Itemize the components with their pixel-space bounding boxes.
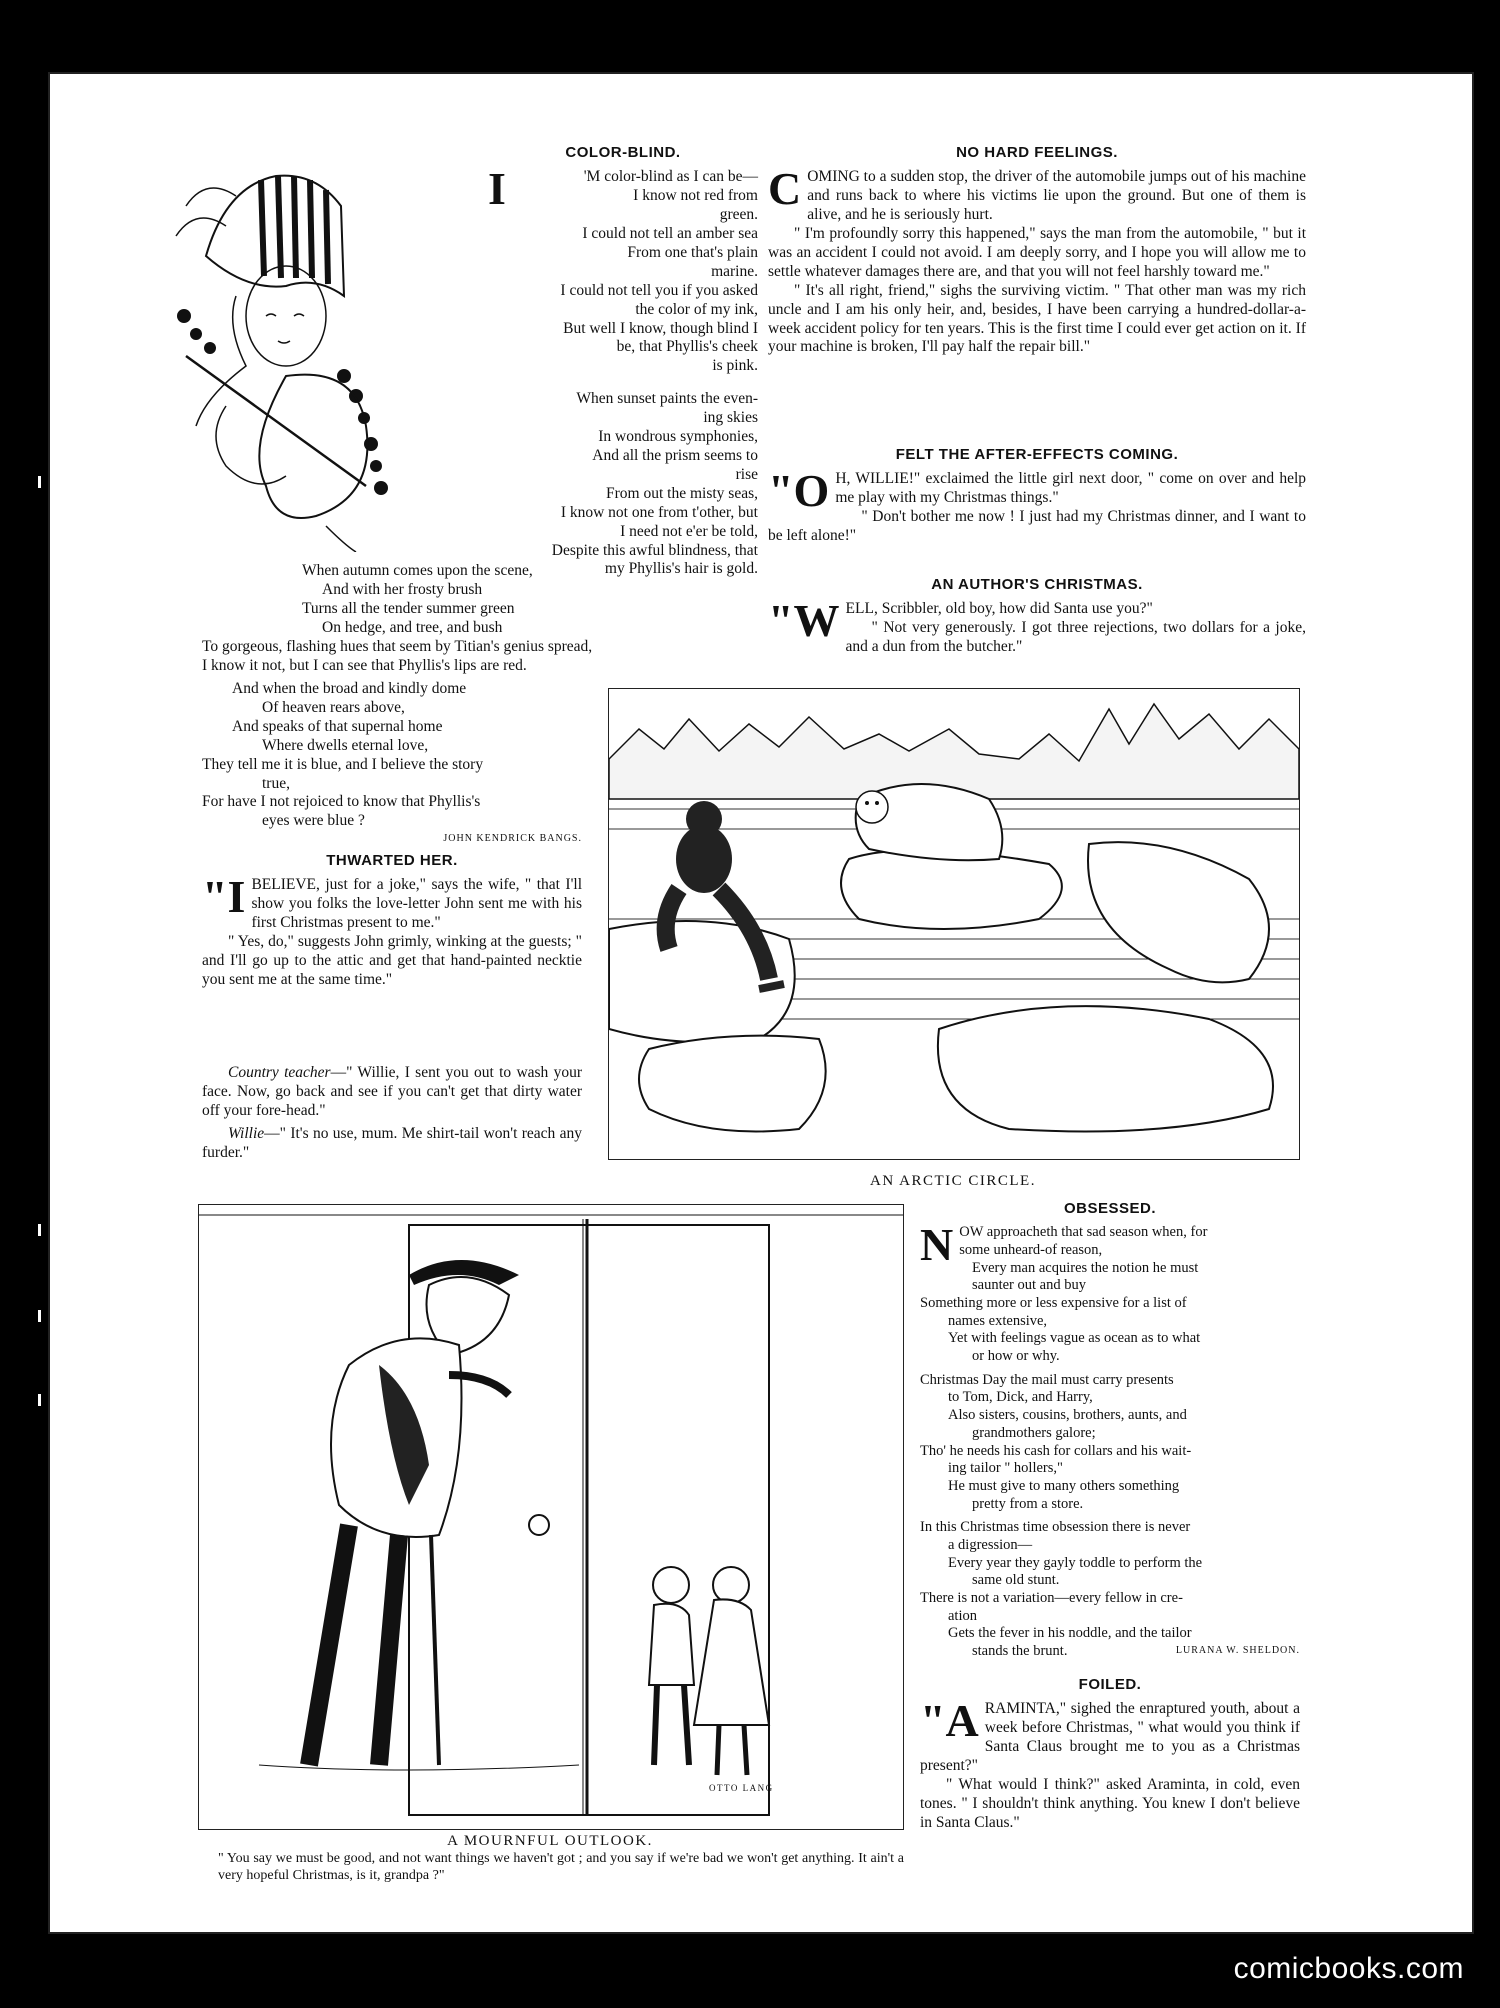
color-blind-author: JOHN KENDRICK BANGS. (443, 833, 582, 845)
color-blind-line: I need not e'er be told, (620, 522, 758, 540)
color-blind-line: 'M color-blind as I can be— (583, 168, 758, 186)
obsessed-line: pretty from a store. (972, 1495, 1084, 1512)
color-blind-stanza-3 (202, 562, 702, 675)
obsessed-line: saunter out and buy (972, 1277, 1086, 1294)
color-blind-stanza3-line: I know it not, but I can see that Phyllis's lips are red. (202, 656, 527, 674)
magazine-page (48, 72, 1474, 1934)
obsessed-line: Yet with feelings vague as ocean as to what (948, 1330, 1201, 1347)
color-blind-line: But well I know, though blind I (563, 319, 758, 337)
color-blind-line: From out the misty seas, (606, 484, 758, 502)
obsessed-line: or how or why. (972, 1348, 1060, 1365)
margin-mark (38, 1394, 41, 1406)
obsessed-line: Tho' he needs his cash for collars and his wait- (920, 1442, 1192, 1459)
country-teacher-p1: —" Willie, I sent you out to wash your face. Now, go back and see if you can't get that dirty water off your fore-head." (202, 1064, 583, 1119)
color-blind-line: rise (735, 465, 758, 483)
color-blind-line: I could not tell you if you asked (560, 281, 758, 299)
foiled-article (920, 1676, 1300, 1833)
color-blind-illustration (166, 166, 398, 552)
obsessed-author: LURANA W. SHELDON. (1175, 1644, 1300, 1656)
color-blind-line: be, that Phyllis's cheek (616, 338, 758, 356)
margin-mark (38, 1310, 41, 1322)
mournful-outlook-illustration (198, 1204, 904, 1830)
authors-christmas-p1: ELL, Scribbler, old boy, how did Santa use you?" (845, 600, 1153, 618)
mournful-outlook-caption: A MOURNFUL OUTLOOK. (447, 1833, 653, 1849)
otto-lang-signature: OTTO LANG (709, 1783, 774, 1793)
obsessed-line: In this Christmas time obsession there is never (920, 1519, 1191, 1536)
color-blind-line: is pink. (712, 357, 758, 375)
no-hard-feelings-p3: " It's all right, friend," sighs the surviving victim. " That other man was my rich uncle and I am his only heir, and, besides, I have been carrying a hundred-dollar-a-week accident policy for ten years. This is the first time I could ever get action on it. If your machine is broken, I'll pay half the repair bill." (768, 281, 1306, 356)
color-blind-stanza4-line: Of heaven rears above, (262, 698, 405, 716)
no-hard-feelings-article (768, 144, 1306, 357)
color-blind-line: I could not tell an amber sea (582, 225, 758, 243)
obsessed-line: Also sisters, cousins, brothers, aunts, and (948, 1407, 1187, 1424)
obsessed-line: ation (948, 1607, 977, 1624)
after-effects-drop-cap: "O (768, 465, 830, 517)
arctic-circle-caption: AN ARCTIC CIRCLE. (870, 1173, 1036, 1189)
color-blind-stanza3-line: When autumn comes upon the scene, (302, 562, 533, 579)
authors-christmas-title: AN AUTHOR'S CHRISTMAS. (931, 576, 1143, 593)
no-hard-feelings-drop-cap: C (768, 163, 802, 215)
color-blind-line: From one that's plain (627, 243, 758, 261)
obsessed-title: OBSESSED. (1063, 1200, 1157, 1217)
obsessed-line: Every year they gayly toddle to perform the (948, 1554, 1203, 1571)
obsessed-line: names extensive, (948, 1312, 1048, 1329)
color-blind-stanza3-line: On hedge, and tree, and bush (322, 618, 503, 636)
color-blind-stanza4-line: For have I not rejoiced to know that Phyllis's (202, 793, 481, 811)
color-blind-line: I know not one from t'other, but (560, 503, 758, 521)
color-blind-stanza4-line: They tell me it is blue, and I believe the story (202, 755, 484, 773)
color-blind-line: I know not red from (633, 187, 758, 205)
thwarted-her-p2: " Yes, do," suggests John grimly, winking at the guests; " and I'll go up to the attic and get that hand-painted necktie you sent me at the same time." (202, 933, 582, 988)
foiled-p2: " What would I think?" asked Araminta, in cold, even tones. " I shouldn't think anything. You knew I don't believe in Santa Claus." (920, 1775, 1300, 1831)
obsessed-line: grandmothers galore; (972, 1424, 1096, 1441)
obsessed-line: to Tom, Dick, and Harry, (948, 1389, 1093, 1406)
willie-speaker: Willie (228, 1124, 265, 1142)
color-blind-stanza4-line: And speaks of that supernal home (232, 717, 443, 735)
authors-christmas-drop-cap: "W (768, 595, 840, 647)
thwarted-her-p1: BELIEVE, just for a joke," says the wife, " that I'll show you folks the love-letter John sent me with his first Christmas present to me." (251, 876, 582, 932)
obsessed-line: Gets the fever in his noddle, and the tailor (948, 1625, 1192, 1642)
country-teacher-article (202, 1064, 582, 1163)
foiled-title: FOILED. (1078, 1676, 1142, 1693)
country-teacher-p2: —" It's no use, mum. Me shirt-tail won't reach any furder." (202, 1124, 582, 1161)
obsessed-poem (920, 1200, 1300, 1660)
color-blind-stanza4-line: eyes were blue ? (262, 812, 365, 830)
obsessed-line: Every man acquires the notion he must (972, 1259, 1199, 1276)
obsessed-line: some unheard-of reason, (959, 1241, 1103, 1258)
color-blind-stanza4-line: Where dwells eternal love, (262, 736, 429, 754)
color-blind-stanza3-line: And with her frosty brush (322, 580, 483, 598)
color-blind-stanza3-line: To gorgeous, flashing hues that seem by Titian's genius spread, (202, 637, 593, 655)
after-effects-article (768, 446, 1306, 546)
country-teacher-speaker: Country teacher (228, 1064, 331, 1081)
mournful-outlook-quote: " You say we must be good, and not want things we haven't got ; and you say if we're bad we won't get anything. It ain't a very hopeful Christmas, is it, grandpa ?" (218, 1851, 904, 1884)
authors-christmas-p2: " Not very generously. I got three rejections, two dollars for a joke, and a dun from the butcher." (845, 619, 1306, 656)
after-effects-p1: H, WILLIE!" exclaimed the little girl next door, " come on over and help me play with my Christmas things." (835, 470, 1306, 507)
color-blind-stanza3-line: Turns all the tender summer green (302, 599, 515, 617)
no-hard-feelings-p1: OMING to a sudden stop, the driver of the automobile jumps out of his machine and runs back to where his victims lie upon the ground. But one of them is alive, and he is seriously hurt. (807, 168, 1306, 224)
thwarted-her-article (202, 852, 582, 990)
thwarted-her-title: THWARTED HER. (326, 852, 458, 869)
color-blind-poem (488, 144, 758, 579)
color-blind-line: green. (719, 206, 758, 224)
color-blind-title: COLOR-BLIND. (565, 144, 681, 161)
obsessed-line: He must give to many others something (948, 1477, 1180, 1494)
watermark: comicbooks.com (1233, 1952, 1464, 1985)
obsessed-line: a digression— (948, 1536, 1033, 1553)
after-effects-p2: " Don't bother me now ! I just had my Christmas dinner, and I want to be left alone!" (768, 508, 1306, 545)
obsessed-drop-cap: N (920, 1219, 954, 1271)
authors-christmas-article (768, 576, 1306, 657)
obsessed-line: same old stunt. (972, 1572, 1060, 1589)
obsessed-line: stands the brunt. (972, 1643, 1068, 1660)
obsessed-line: ing tailor " hollers," (948, 1460, 1063, 1477)
obsessed-line: OW approacheth that sad season when, for (959, 1224, 1208, 1241)
color-blind-line: In wondrous symphonies, (598, 428, 758, 446)
color-blind-lines (488, 163, 758, 579)
color-blind-stanza-4 (202, 680, 582, 845)
color-blind-line: the color of my ink, (635, 300, 758, 318)
color-blind-line: ing skies (703, 409, 758, 427)
color-blind-drop-cap: I (488, 163, 506, 215)
foiled-p1: RAMINTA," sighed the enraptured youth, about a week before Christmas, " what would you think if Santa Claus brought me to you as a Christmas present?" (920, 1700, 1300, 1775)
obsessed-line: Christmas Day the mail must carry presents (920, 1371, 1174, 1388)
obsessed-line: There is not a variation—every fellow in cre- (920, 1590, 1183, 1607)
thwarted-her-drop-cap: "I (202, 871, 246, 923)
arctic-circle-illustration (608, 688, 1300, 1160)
no-hard-feelings-p2: " I'm profoundly sorry this happened," says the man from the automobile, " but it was an accident I could not avoid. I am deeply sorry, and I hope you will allow me to settle whatever damages there are, and that you will not feel harshly toward me." (768, 225, 1306, 280)
color-blind-line: And all the prism seems to (592, 446, 758, 464)
color-blind-stanza4-line: And when the broad and kindly dome (232, 680, 467, 697)
color-blind-line: Despite this awful blindness, that (551, 541, 758, 559)
foiled-drop-cap: "A (920, 1695, 979, 1747)
margin-mark (38, 1224, 41, 1236)
margin-mark (38, 476, 41, 488)
color-blind-line: marine. (711, 262, 758, 280)
color-blind-line: When sunset paints the even- (576, 390, 758, 408)
no-hard-feelings-title: NO HARD FEELINGS. (956, 144, 1118, 161)
obsessed-line: Something more or less expensive for a list of (920, 1295, 1187, 1312)
color-blind-stanza4-line: true, (262, 774, 290, 792)
after-effects-title: FELT THE AFTER-EFFECTS COMING. (895, 446, 1179, 463)
color-blind-line: my Phyllis's hair is gold. (604, 560, 758, 578)
